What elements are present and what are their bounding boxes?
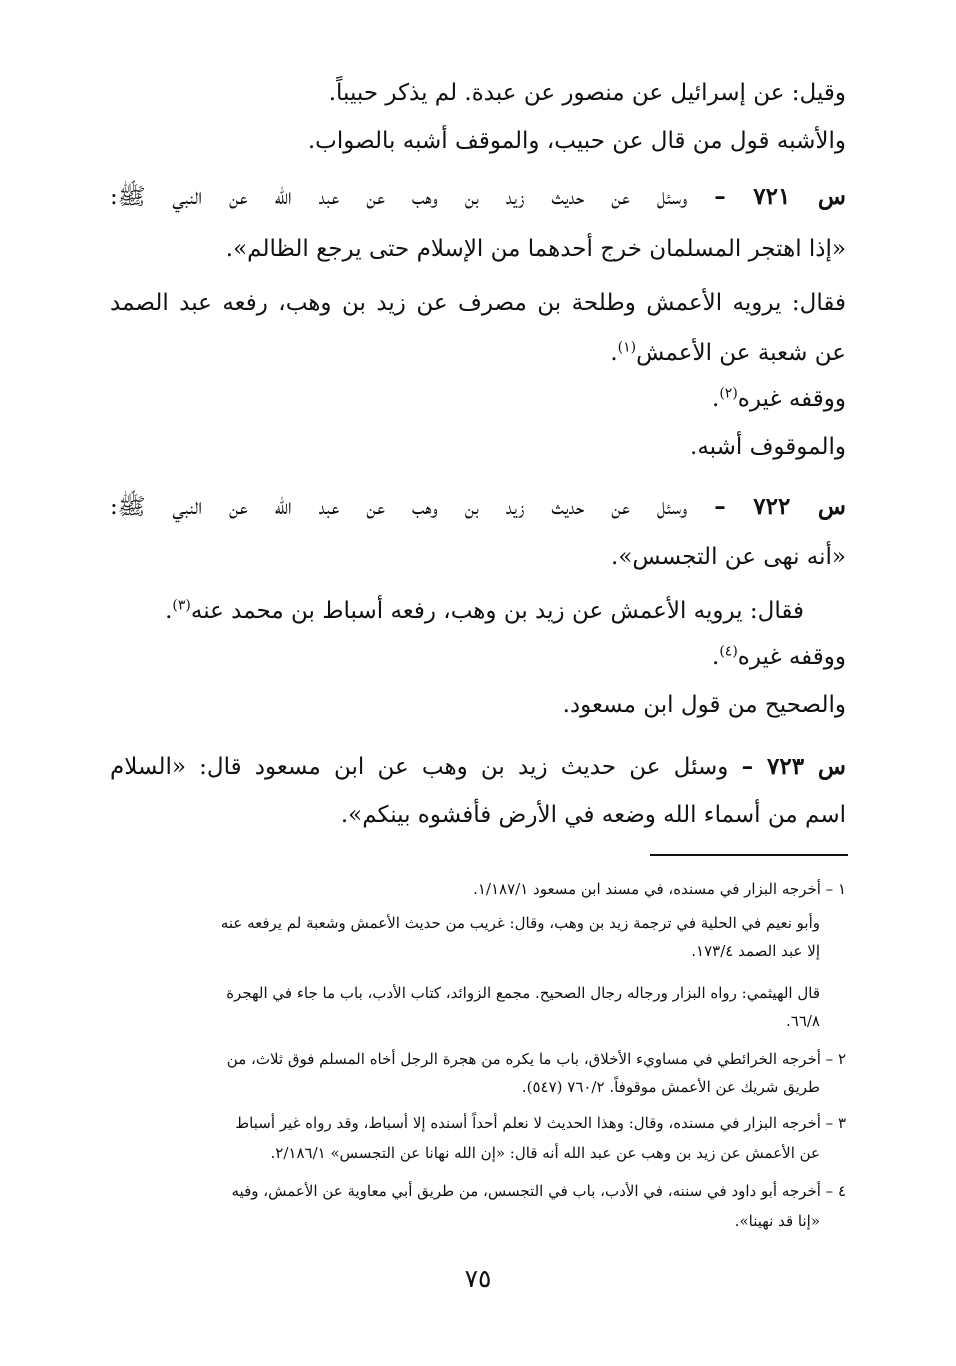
text-line: والموقوف أشبه. [690, 434, 846, 460]
footnote-line: ٢ – أخرجه الخرائطي في مساويء الأخلاق، باب ما يكره من هجرة الرجل أخاه المسلم فوق ثلاث، من [226, 1050, 846, 1068]
question-heading [110, 752, 846, 782]
footnote-line: طريق شريك عن الأعمش موقوفاً. ٧٦٠/٢ (٥٤٧). [521, 1078, 820, 1096]
text-segment: . [712, 644, 720, 670]
footnote-ref: (٣) [172, 597, 191, 614]
question-text: وسئل عن حديث زيد بن وهب عن عبد الله عن النبي ﷺ: [110, 494, 688, 520]
footnote-line: عن الأعمش عن زيد بن وهب عن عبد الله أنه قال: «إن الله نهانا عن التجسس» ٢/١٨٦/١. [270, 1144, 820, 1162]
footnote-line: إلا عبد الصمد ١٧٣/٤. [691, 942, 820, 960]
footnote-line: ٤ – أخرجه أبو داود في سننه، في الأدب، باب في التجسس، من طريق أبي معاوية عن الأعمش، وفيه [231, 1182, 846, 1200]
text-segment: . [712, 386, 720, 412]
text-line: فقال: يرويه الأعمش وطلحة بن مصرف عن زيد بن وهب، رفعه عبد الصمد [110, 290, 846, 316]
question-number: س ٧٢٣ – [741, 753, 847, 780]
text-segment: ووقفه غيره [737, 644, 846, 670]
footnote-line: «إنا قد نهينا». [734, 1212, 820, 1230]
text-line [110, 384, 846, 414]
text-line [110, 338, 846, 368]
text-line [110, 642, 846, 672]
text-segment: فقال: يرويه الأعمش عن زيد بن وهب، رفعه أسباط بن محمد عنه [190, 598, 804, 624]
text-segment: . [610, 340, 618, 366]
text-line: والأشبه قول من قال عن حبيب، والموقف أشبه بالصواب. [307, 128, 846, 154]
footnote-separator [650, 854, 848, 856]
question-text: وسئل عن حديث زيد بن وهب عن عبد الله عن النبي ﷺ: [110, 184, 688, 210]
text-line: «إذا اهتجر المسلمان خرج أحدهما من الإسلام حتى يرجع الظالم». [225, 236, 846, 262]
question-text: وسئل عن حديث زيد بن وهب عن ابن مسعود قال: «السلام [110, 754, 729, 780]
footnote-line: ٣ – أخرجه البزار في مسنده، وقال: وهذا الحديث لا نعلم أحداً أسنده إلا أسباط، وقد رواه غير أسباط [235, 1114, 846, 1132]
text-line [110, 596, 804, 626]
text-line: وقيل: عن إسرائيل عن منصور عن عبدة. لم يذكر حبيباً. [328, 80, 846, 106]
text-line: والصحيح من قول ابن مسعود. [562, 692, 846, 718]
question-heading [110, 492, 846, 522]
text-line: «أنه نهى عن التجسس». [611, 544, 846, 570]
footnote-ref: (٤) [719, 643, 738, 660]
text-segment: عن شعبة عن الأعمش [636, 340, 846, 366]
question-heading [110, 182, 846, 212]
text-line: اسم من أسماء الله وضعه في الأرض فأفشوه بينكم». [340, 802, 846, 828]
question-number: س ٧٢٢ – [714, 493, 846, 520]
footnote-ref: (٢) [719, 385, 738, 402]
footnote-line: وأبو نعيم في الحلية في ترجمة زيد بن وهب، وقال: غريب من حديث الأعمش وشعبة لم يرفعه عنه [220, 914, 820, 932]
page-number: ٧٥ [464, 1264, 492, 1293]
text-segment: ووقفه غيره [737, 386, 846, 412]
question-number: س ٧٢١ – [714, 183, 846, 210]
footnote-line: ١ – أخرجه البزار في مسنده، في مسند ابن مسعود ١/١٨٧/١. [473, 880, 846, 898]
footnote-line: قال الهيثمي: رواه البزار ورجاله رجال الصحيح. مجمع الزوائد، كتاب الأدب، باب ما جاء في الهجرة [226, 984, 820, 1002]
footnote-ref: (١) [617, 339, 637, 356]
footnote-line: ٦٦/٨. [785, 1012, 820, 1030]
text-segment: . [165, 598, 173, 624]
